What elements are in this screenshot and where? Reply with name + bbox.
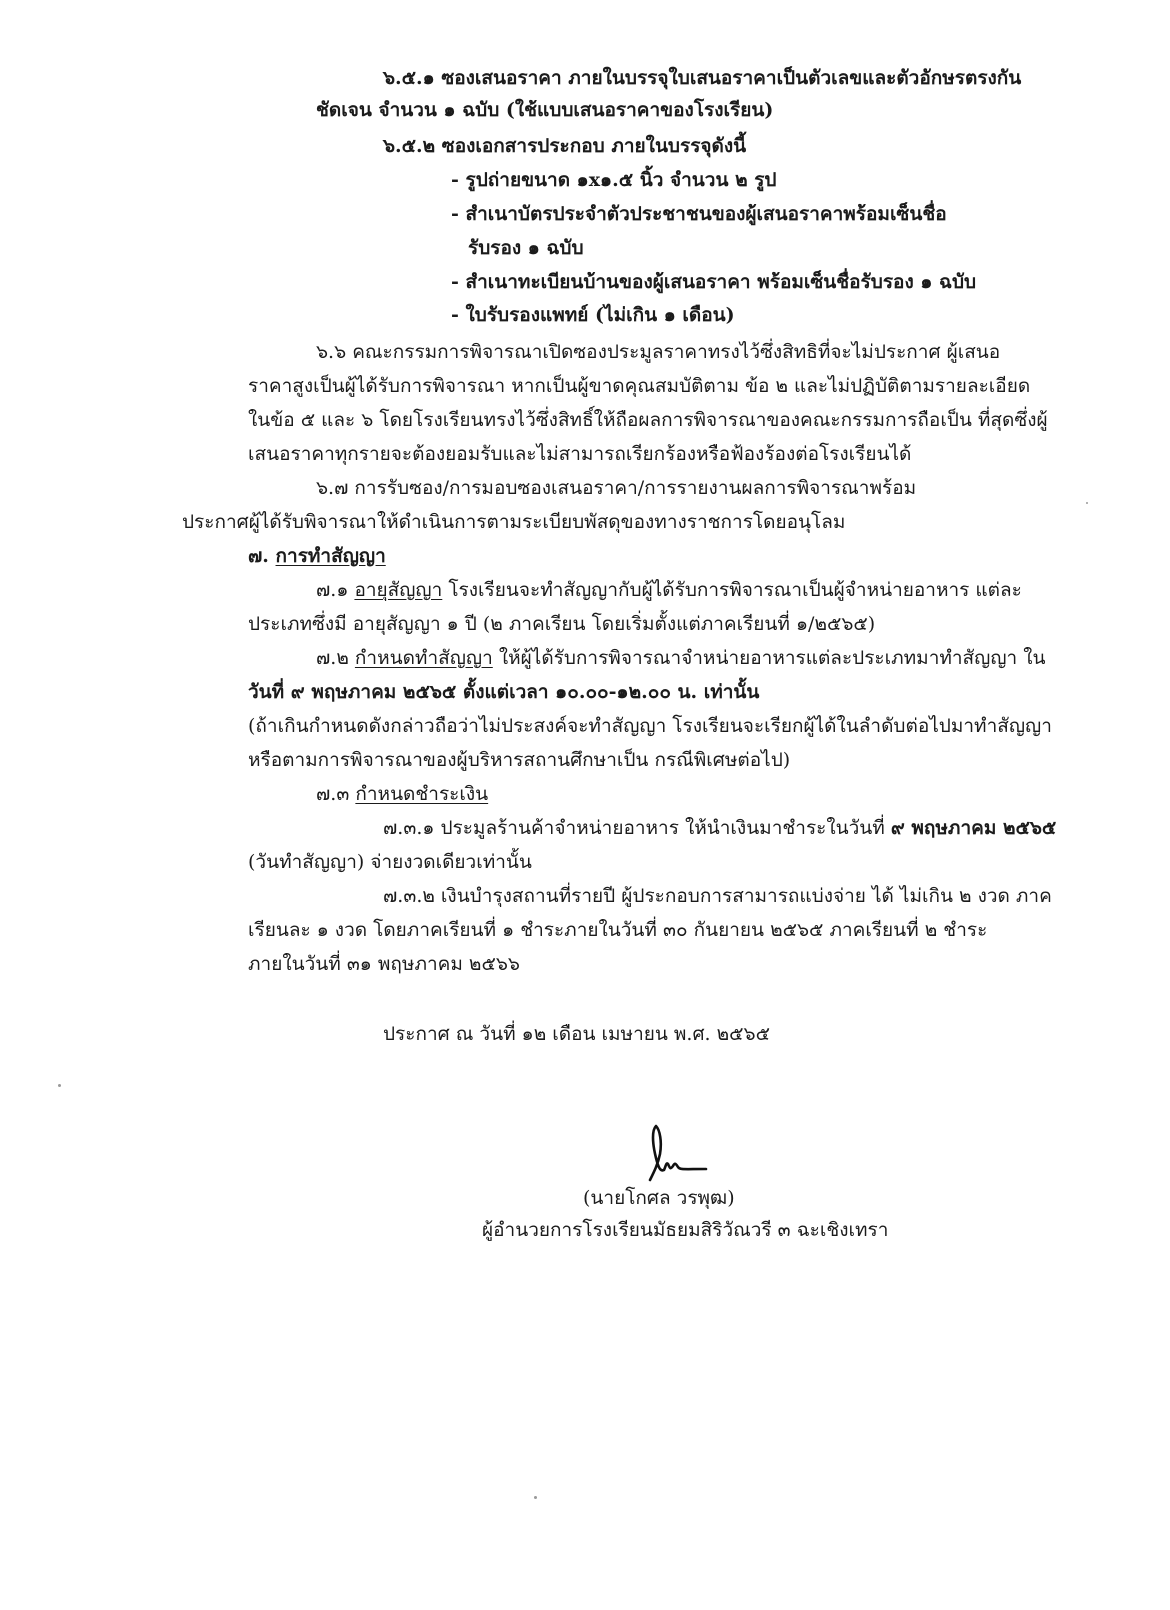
clause-7-2-text: ให้ผู้ได้รับการพิจารณาจำหน่ายอาหารแต่ละประเภทมาทำสัญญา ใน — [498, 647, 1046, 669]
list-item-id-card: - สำเนาบัตรประจำตัวประชาชนของผู้เสนอราคาพร้อมเซ็นชื่อ — [451, 203, 947, 225]
clause-7-1 — [316, 578, 1022, 602]
clause-6-6-line2: ราคาสูงเป็นผู้ได้รับการพิจารณา หากเป็นผู้ขาดคุณสมบัติตาม ข้อ ๒ และไม่ปฏิบัติตามรายละเอียด — [248, 375, 1031, 397]
clause-7-3-1 — [383, 816, 1056, 840]
clause-7-3-1-cont: (วันทำสัญญา) จ่ายงวดเดียวเท่านั้น — [248, 851, 532, 873]
clause-7-1-text: โรงเรียนจะทำสัญญากับผู้ได้รับการพิจารณาเป็นผู้จำหน่ายอาหาร แต่ละ — [448, 579, 1022, 601]
clause-6-5-1-cont: ชัดเจน จำนวน ๑ ฉบับ (ใช้แบบเสนอราคาของโรงเรียน) — [316, 99, 774, 121]
clause-7-3-title: กำหนดชำระเงิน — [355, 783, 489, 805]
clause-7-2-note: (ถ้าเกินกำหนดดังกล่าวถือว่าไม่ประสงค์จะทำสัญญา โรงเรียนจะเรียกผู้ได้ในลำดับต่อไปมาทำสัญญา — [248, 715, 1052, 737]
clause-7-3-number: ๗.๓ — [316, 783, 350, 805]
clause-6-7-cont: ประกาศผู้ได้รับพิจารณาให้ดำเนินการตามระเบียบพัสดุของทางราชการโดยอนุโลม — [182, 511, 846, 533]
clause-7-1-cont: ประเภทซึ่งมี อายุสัญญา ๑ ปี (๒ ภาคเรียน โดยเริ่มตั้งแต่ภาคเรียนที่ ๑/๒๕๖๕) — [248, 613, 876, 635]
section-7-number: ๗. — [248, 545, 269, 567]
clause-7-3-1-text: ๗.๓.๑ ประมูลร้านค้าจำหน่ายอาหาร ให้นำเงินมาชำระในวันที่ — [383, 817, 891, 839]
list-item-id-card-cont: รับรอง ๑ ฉบับ — [468, 237, 584, 259]
list-item-house-reg: - สำเนาทะเบียนบ้านของผู้เสนอราคา พร้อมเซ็นชื่อรับรอง ๑ ฉบับ — [451, 271, 977, 293]
clause-6-6: ๖.๖ คณะกรรมการพิจารณาเปิดซองประมูลราคาทรงไว้ซึ่งสิทธิที่จะไม่ประกาศ ผู้เสนอ — [316, 341, 1001, 363]
clause-7-2-number: ๗.๒ — [316, 647, 349, 669]
clause-7-3 — [316, 782, 488, 806]
list-item-photo: - รูปถ่ายขนาด ๑x๑.๕ นิ้ว จำนวน ๒ รูป — [451, 169, 777, 191]
clause-7-3-2-line2: เรียนละ ๑ งวด โดยภาคเรียนที่ ๑ ชำระภายในวันที่ ๓๐ กันยายน ๒๕๖๕ ภาคเรียนที่ ๒ ชำระ — [248, 919, 988, 941]
clause-6-5-2: ๖.๕.๒ ซองเอกสารประกอบ ภายในบรรจุดังนี้ — [383, 135, 747, 157]
scan-speck — [1086, 502, 1088, 504]
clause-7-2-note-cont: หรือตามการพิจารณาของผู้บริหารสถานศึกษาเป็น กรณีพิเศษต่อไป) — [248, 749, 791, 771]
clause-7-2 — [316, 646, 1046, 670]
clause-7-1-number: ๗.๑ — [316, 579, 349, 601]
clause-7-3-2-line3: ภายในวันที่ ๓๑ พฤษภาคม ๒๕๖๖ — [248, 953, 520, 975]
clause-7-1-title: อายุสัญญา — [354, 579, 443, 601]
scan-speck — [58, 1084, 61, 1087]
clause-6-6-line4: เสนอราคาทุกรายจะต้องยอมรับและไม่สามารถเรียกร้องหรือฟ้องร้องต่อโรงเรียนได้ — [248, 443, 912, 465]
clause-7-3-2: ๗.๓.๒ เงินบำรุงสถานที่รายปี ผู้ประกอบการสามารถแบ่งจ่าย ได้ ไม่เกิน ๒ งวด ภาค — [383, 885, 1052, 907]
section-7-heading — [248, 544, 386, 568]
signer-name: (นายโกศล วรพุฒ) — [583, 1187, 735, 1209]
clause-7-3-1-date: ๙ พฤษภาคม ๒๕๖๕ — [890, 817, 1057, 839]
clause-6-7: ๖.๗ การรับซอง/การมอบซองเสนอราคา/การรายงานผลการพิจารณาพร้อม — [316, 477, 917, 499]
section-7-title: การทำสัญญา — [275, 545, 386, 567]
clause-7-2-title: กำหนดทำสัญญา — [354, 647, 493, 669]
clause-7-2-date: วันที่ ๙ พฤษภาคม ๒๕๖๕ ตั้งแต่เวลา ๑๐.๐๐-๑๒.๐๐ น. เท่านั้น — [248, 681, 760, 703]
clause-6-6-line3: ในข้อ ๕ และ ๖ โดยโรงเรียนทรงไว้ซึ่งสิทธิ์ให้ถือผลการพิจารณาของคณะกรรมการถือเป็น ที่สุดซึ่งผู้ — [248, 409, 1048, 431]
list-item-medical: - ใบรับรองแพทย์ (ไม่เกิน ๑ เดือน) — [451, 304, 735, 326]
scan-speck — [534, 1496, 537, 1499]
signature-image — [640, 1120, 710, 1184]
announcement-date: ประกาศ ณ วันที่ ๑๒ เดือน เมษายน พ.ศ. ๒๕๖๕ — [383, 1023, 770, 1045]
signer-title: ผู้อำนวยการโรงเรียนมัธยมสิริวัณวรี ๓ ฉะเชิงเทรา — [482, 1219, 889, 1241]
clause-6-5-1: ๖.๕.๑ ซองเสนอราคา ภายในบรรจุใบเสนอราคาเป็นตัวเลขและตัวอักษรตรงกัน — [383, 67, 1022, 89]
